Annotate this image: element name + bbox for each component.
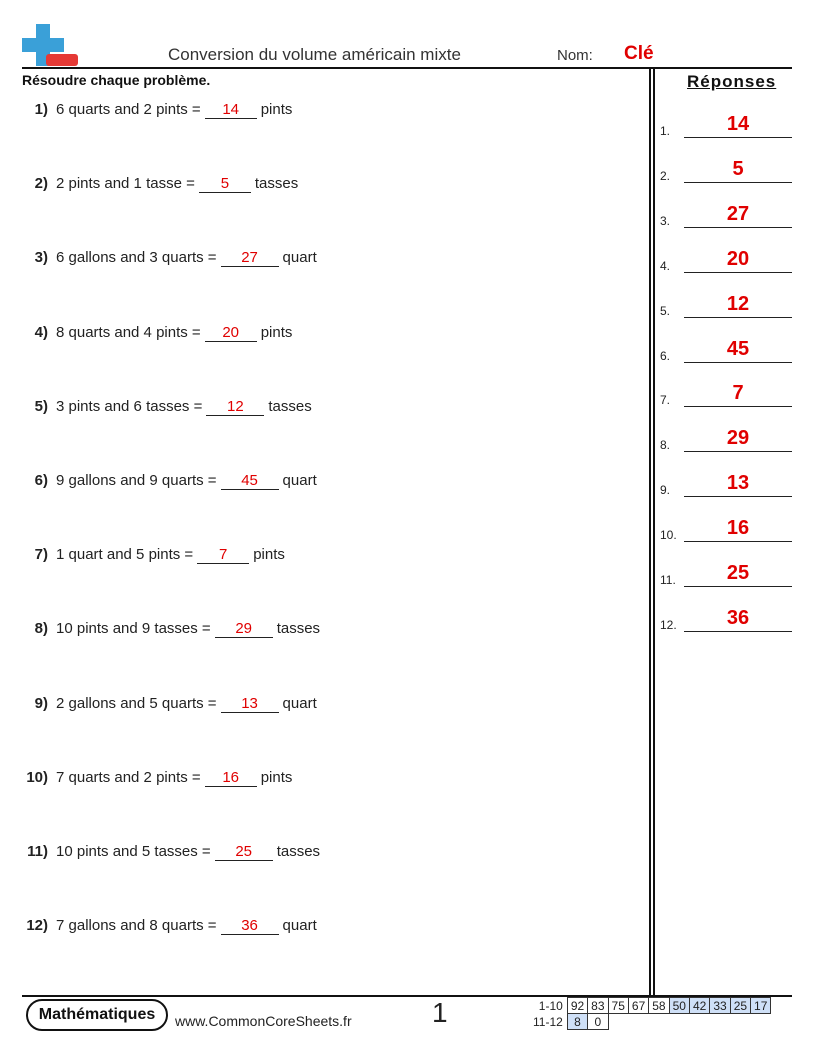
problem-unit: pints <box>260 101 293 118</box>
answer-key-row <box>660 249 792 273</box>
score-cell: 92 <box>567 998 587 1014</box>
answer-key-value: 25 <box>726 562 750 584</box>
answer-line <box>684 451 792 452</box>
answer-key-row <box>660 473 792 497</box>
problem-row <box>22 101 292 119</box>
minus-icon <box>46 54 78 66</box>
problem-row <box>22 843 320 861</box>
answer-key-row <box>660 204 792 228</box>
problem-row <box>22 695 317 713</box>
answer-key-row <box>660 159 792 183</box>
problem-text: 3 pints and 6 tasses = <box>56 397 203 415</box>
problem-unit: quart <box>282 917 317 935</box>
score-cell: 58 <box>649 998 669 1014</box>
problem-unit: quart <box>282 249 317 267</box>
answer-key-value: 5 <box>732 157 744 180</box>
problem-text: 2 pints and 1 tasse = <box>56 175 195 193</box>
problem-answer: 16 <box>205 770 257 787</box>
problem-number: 3) <box>34 249 48 267</box>
answer-line <box>684 406 792 407</box>
answer-line <box>684 272 792 273</box>
name-label: Nom: <box>557 47 593 64</box>
answer-key-value: 20 <box>726 247 750 270</box>
answer-line <box>684 541 792 542</box>
answer-line <box>684 317 792 318</box>
problem-number: 9) <box>34 694 48 712</box>
answer-key-row <box>660 383 792 407</box>
answer-key-value: 13 <box>726 472 750 495</box>
problem-answer: 12 <box>206 399 264 416</box>
problem-answer: 45 <box>221 473 279 490</box>
problem-number: 11) <box>27 843 48 860</box>
problem-unit: tasses <box>276 843 321 860</box>
answer-key-number: 5. <box>660 303 671 318</box>
answer-key-number: 10. <box>660 528 677 543</box>
problem-number: 6) <box>34 472 48 489</box>
problem-unit: quart <box>282 694 317 712</box>
problem-unit: pints <box>260 323 293 341</box>
problem-text: 6 quarts and 2 pints = <box>56 101 201 118</box>
score-range-label: 1-10 <box>538 998 563 1013</box>
answer-key-value: 36 <box>726 606 750 629</box>
problem-row <box>22 917 317 935</box>
plus-icon-bar <box>22 38 64 52</box>
answer-line <box>684 586 792 587</box>
problem-row <box>22 398 312 416</box>
answer-key-row <box>660 294 792 318</box>
answer-line <box>684 496 792 497</box>
answer-key-value: 16 <box>726 517 750 540</box>
problem-row <box>22 546 285 564</box>
answers-title: Réponses <box>687 72 777 91</box>
score-cell: 67 <box>628 998 648 1014</box>
score-cell: 42 <box>689 998 709 1014</box>
score-table <box>530 997 771 1030</box>
answer-key-row <box>660 563 792 587</box>
problem-answer: 29 <box>215 621 273 638</box>
problem-number: 4) <box>34 323 48 341</box>
answer-key-value: 29 <box>726 427 750 450</box>
problem-text: 1 quart and 5 pints = <box>56 546 194 564</box>
answer-key-number: 3. <box>660 213 671 228</box>
answer-key-row <box>660 608 792 632</box>
answer-key-value: 14 <box>726 113 750 135</box>
problem-text: 7 quarts and 2 pints = <box>56 768 201 786</box>
problem-answer: 25 <box>215 844 273 861</box>
problem-unit: pints <box>260 768 293 786</box>
answer-key-value: 7 <box>732 382 744 405</box>
score-range-label: 11-12 <box>533 1014 563 1029</box>
page-title: Conversion du volume américain mixte <box>168 45 461 64</box>
problem-number: 1) <box>34 101 48 118</box>
score-cell: 50 <box>669 998 689 1014</box>
problem-text: 10 pints and 9 tasses = <box>56 620 211 638</box>
score-cell: 83 <box>588 998 608 1014</box>
problem-row <box>22 324 292 342</box>
column-divider-right <box>653 67 655 996</box>
problem-answer: 5 <box>199 176 251 193</box>
answer-key-number: 12. <box>660 617 677 632</box>
answer-key-number: 6. <box>660 348 671 363</box>
problem-number: 10) <box>26 768 48 786</box>
score-cell: 17 <box>751 998 771 1014</box>
problem-unit: tasses <box>254 175 299 193</box>
score-cell: 25 <box>730 998 750 1014</box>
answer-key-row <box>660 339 792 363</box>
score-cell: 33 <box>710 998 730 1014</box>
score-cell: 75 <box>608 998 628 1014</box>
problem-row <box>22 620 320 638</box>
problem-text: 6 gallons and 3 quarts = <box>56 249 217 267</box>
problem-text: 7 gallons and 8 quarts = <box>56 917 217 935</box>
problem-answer: 27 <box>221 250 279 267</box>
problem-row <box>22 249 317 267</box>
problem-text: 2 gallons and 5 quarts = <box>56 694 217 712</box>
column-divider-left <box>649 67 651 996</box>
answer-key-number: 2. <box>660 168 671 183</box>
answer-key-row <box>660 428 792 452</box>
answer-key-number: 9. <box>660 483 671 498</box>
answer-key-value: 45 <box>726 337 750 360</box>
name-value: Clé <box>624 43 654 64</box>
answer-line <box>684 182 792 183</box>
problem-answer: 14 <box>205 102 257 119</box>
problem-answer: 13 <box>221 696 279 713</box>
problem-row <box>22 175 298 193</box>
problem-row <box>22 769 292 787</box>
problem-answer: 7 <box>197 547 249 564</box>
problem-unit: quart <box>282 472 317 489</box>
problem-answer: 36 <box>221 918 279 935</box>
problem-text: 8 quarts and 4 pints = <box>56 323 201 341</box>
score-row <box>530 1014 771 1030</box>
problem-number: 2) <box>34 175 48 193</box>
problem-answer: 20 <box>205 325 257 342</box>
site-url[interactable]: www.CommonCoreSheets.fr <box>175 1013 352 1029</box>
answer-key-number: 1. <box>660 124 671 138</box>
problem-number: 12) <box>26 917 48 935</box>
problem-text: 9 gallons and 9 quarts = <box>56 472 217 489</box>
problem-number: 8) <box>34 620 48 638</box>
score-row <box>530 998 771 1014</box>
problem-row <box>22 472 317 490</box>
header-divider <box>22 67 792 69</box>
answer-key-row <box>660 114 792 138</box>
answer-key-number: 4. <box>660 258 671 273</box>
problem-number: 7) <box>34 546 48 564</box>
score-cell: 8 <box>567 1014 587 1030</box>
problem-unit: tasses <box>268 397 312 415</box>
answer-line <box>684 362 792 363</box>
answer-key-row <box>660 518 792 542</box>
answer-line <box>684 631 792 632</box>
problem-number: 5) <box>34 397 48 415</box>
problem-unit: tasses <box>276 620 321 638</box>
answer-key-number: 11. <box>660 573 676 587</box>
answer-line <box>684 137 792 138</box>
answer-key-number: 7. <box>660 393 671 408</box>
answer-key-value: 27 <box>726 202 750 225</box>
instructions: Résoudre chaque problème. <box>22 72 211 88</box>
answer-key-value: 12 <box>726 292 750 315</box>
subject-badge: Mathématiques <box>26 999 168 1031</box>
page-number: 1 <box>432 997 448 1028</box>
problem-unit: pints <box>253 546 285 564</box>
problem-text: 10 pints and 5 tasses = <box>56 843 211 860</box>
score-cell: 0 <box>588 1014 608 1030</box>
answer-line <box>684 227 792 228</box>
answer-key-number: 8. <box>660 438 671 453</box>
